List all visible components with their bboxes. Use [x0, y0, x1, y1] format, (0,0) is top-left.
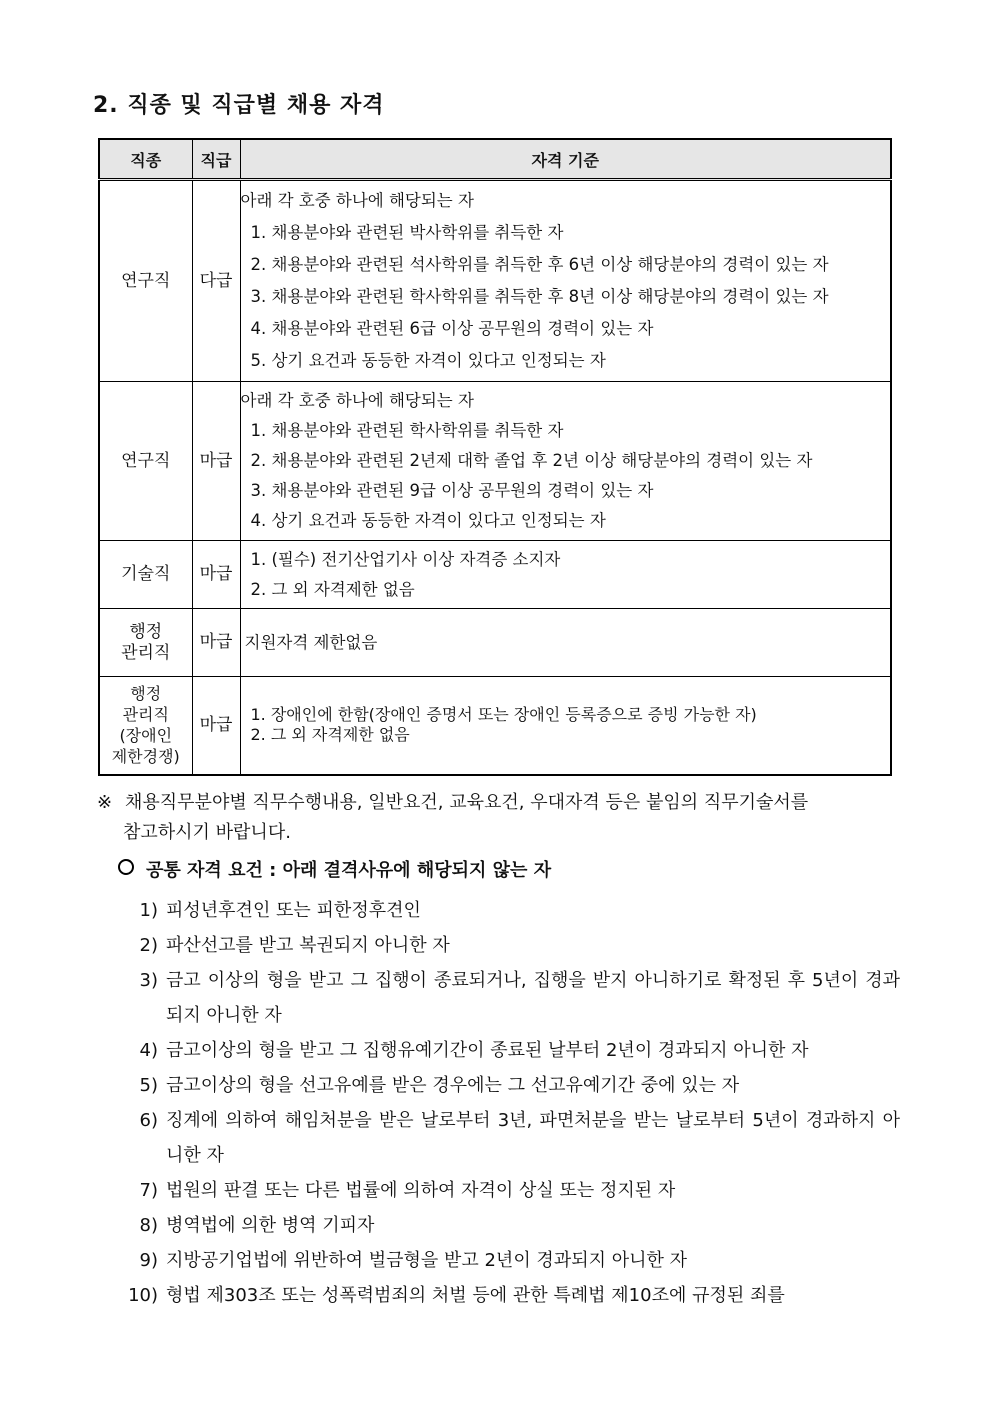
header-grade: 직급: [192, 139, 240, 180]
item-number: 7): [139, 1180, 158, 1201]
criteria-cell: [240, 677, 891, 775]
criteria-item: 2. 채용분야와 관련된 2년제 대학 졸업 후 2년 이상 해당분야의 경력이 있는 자: [250, 451, 813, 470]
item-number: 4): [139, 1040, 158, 1061]
qualification-table: [98, 138, 892, 776]
item-text: 지방공기업법에 위반하여 벌금형을 받고 2년이 경과되지 아니한 자: [166, 1250, 687, 1271]
criteria-cell: [240, 180, 891, 382]
criteria-item: 2. 그 외 자격제한 없음: [250, 725, 410, 745]
common-requirements-heading: [118, 856, 551, 882]
criteria-item: 2. 채용분야와 관련된 석사학위를 취득한 후 6년 이상 해당분야의 경력이 있는 자: [250, 255, 829, 274]
type-cell: [99, 609, 192, 677]
criteria-item: 3. 채용분야와 관련된 9급 이상 공무원의 경력이 있는 자: [250, 481, 654, 500]
type-line: 관리직: [122, 705, 169, 725]
criteria-text: 지원자격 제한없음: [244, 632, 378, 652]
item-text: 금고이상의 형을 선고유예를 받은 경우에는 그 선고유예기간 중에 있는 자: [166, 1075, 740, 1096]
list-item: [118, 1173, 900, 1208]
item-number: 10): [128, 1285, 158, 1306]
list-item: [118, 928, 900, 963]
criteria-item: 2. 그 외 자격제한 없음: [250, 579, 415, 599]
criteria-cell: [240, 382, 891, 541]
section-title: 2. 직종 및 직급별 채용 자격: [93, 93, 385, 118]
criteria-item: 1. 장애인에 한함(장애인 증명서 또는 장애인 등록증으로 증빙 가능한 자): [250, 705, 757, 725]
table-row: [99, 677, 891, 775]
table-row: [99, 180, 891, 382]
criteria-intro: 아래 각 호중 하나에 해당되는 자: [240, 191, 474, 210]
type-line: 행정: [129, 621, 163, 642]
item-text: 병역법에 의한 병역 기피자: [166, 1215, 375, 1236]
criteria-item: 5. 상기 요건과 동등한 자격이 있다고 인정되는 자: [250, 351, 606, 370]
table-header-row: [99, 139, 891, 180]
header-type: 직종: [99, 139, 192, 180]
item-text: 파산선고를 받고 복권되지 아니한 자: [166, 935, 450, 956]
list-item: [118, 1208, 900, 1243]
table-row: [99, 541, 891, 609]
type-cell: 기술직: [99, 541, 192, 609]
list-item: [118, 1278, 900, 1313]
item-text: 금고 이상의 형을 받고 그 집행이 종료되거나, 집행을 받지 아니하기로 확정된 후 5년이 경과되지 아니한 자: [166, 970, 900, 1026]
criteria-item: 4. 상기 요건과 동등한 자격이 있다고 인정되는 자: [250, 511, 606, 530]
item-number: 1): [139, 900, 158, 921]
table-row: [99, 382, 891, 541]
grade-cell: 다급: [192, 180, 240, 382]
header-criteria: 자격 기준: [240, 139, 891, 180]
item-text: 금고이상의 형을 받고 그 집행유예기간이 종료된 날부터 2년이 경과되지 아니한 자: [166, 1040, 809, 1061]
list-item: [118, 893, 900, 928]
grade-cell: 마급: [192, 609, 240, 677]
reference-note: [97, 788, 808, 848]
type-cell: 연구직: [99, 180, 192, 382]
item-number: 8): [139, 1215, 158, 1236]
criteria-intro: 아래 각 호중 하나에 해당되는 자: [240, 391, 474, 410]
criteria-cell: [240, 541, 891, 609]
item-text: 법원의 판결 또는 다른 법률에 의하여 자격이 상실 또는 정지된 자: [166, 1180, 676, 1201]
item-number: 3): [139, 970, 158, 991]
disqualification-list: [118, 893, 900, 1313]
note-line: 채용직무분야별 직무수행내용, 일반요건, 교육요건, 우대자격 등은 붙임의 직무기술서를: [125, 792, 809, 813]
item-number: 9): [139, 1250, 158, 1271]
circle-bullet-icon: [118, 859, 134, 875]
type-line: 행정: [130, 684, 162, 704]
list-item: [118, 1068, 900, 1103]
list-item: [118, 1103, 900, 1173]
item-number: 2): [139, 935, 158, 956]
type-line: 관리직: [121, 642, 171, 663]
item-text: 형법 제303조 또는 성폭력범죄의 처벌 등에 관한 특례법 제10조에 규정된 죄를: [166, 1285, 785, 1306]
criteria-item: 1. (필수) 전기산업기사 이상 자격증 소지자: [250, 549, 561, 569]
item-number: 6): [139, 1110, 158, 1131]
type-line: 제한경쟁): [111, 747, 180, 767]
table-row: [99, 609, 891, 677]
grade-cell: 마급: [192, 677, 240, 775]
common-title: 공통 자격 요건 : 아래 결격사유에 해당되지 않는 자: [146, 860, 552, 881]
item-text: 징계에 의하여 해임처분을 받은 날로부터 3년, 파면처분을 받는 날로부터 5년이 경과하지 아니한 자: [166, 1110, 900, 1166]
criteria-item: 1. 채용분야와 관련된 학사학위를 취득한 자: [250, 421, 564, 440]
item-number: 5): [139, 1075, 158, 1096]
type-line: (장애인: [119, 726, 173, 746]
list-item: [118, 963, 900, 1033]
list-item: [118, 1033, 900, 1068]
note-line: 참고하시기 바랍니다.: [123, 822, 291, 843]
criteria-item: 1. 채용분야와 관련된 박사학위를 취득한 자: [250, 223, 564, 242]
type-cell: [99, 677, 192, 775]
grade-cell: 마급: [192, 382, 240, 541]
grade-cell: 마급: [192, 541, 240, 609]
item-text: 피성년후견인 또는 피한정후견인: [166, 900, 421, 921]
criteria-cell: [240, 609, 891, 677]
type-cell: 연구직: [99, 382, 192, 541]
criteria-item: 3. 채용분야와 관련된 학사학위를 취득한 후 8년 이상 해당분야의 경력이 있는 자: [250, 287, 829, 306]
criteria-item: 4. 채용분야와 관련된 6급 이상 공무원의 경력이 있는 자: [250, 319, 654, 338]
list-item: [118, 1243, 900, 1278]
note-mark: ※: [97, 792, 113, 813]
